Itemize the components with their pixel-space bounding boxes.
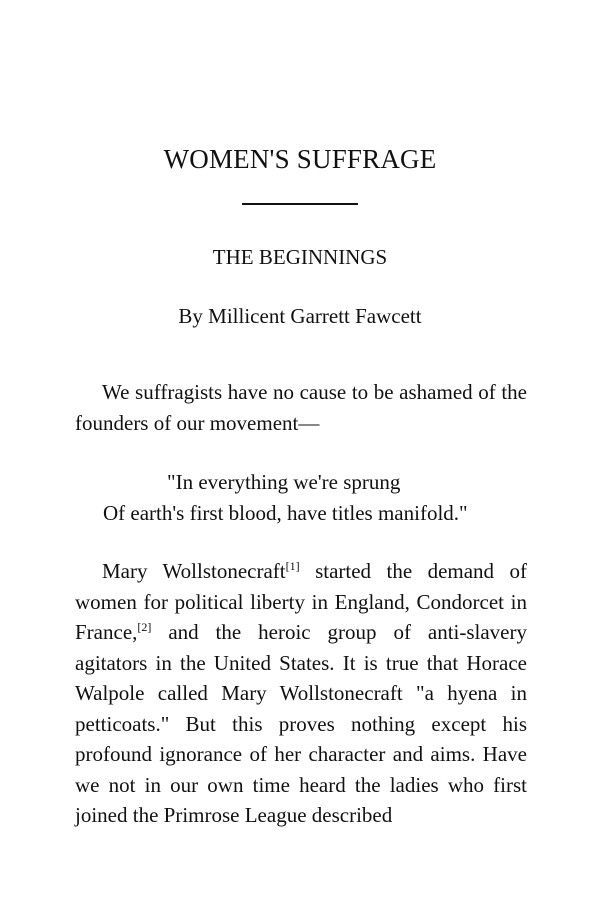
chapter-subtitle: THE BEGINNINGS [212, 245, 388, 269]
paragraph-text-part-1: Mary Wollstonecraft [102, 559, 286, 583]
author-byline: By Millicent Garrett Fawcett [178, 304, 422, 328]
verse-quote [75, 467, 527, 528]
opening-paragraph: We suffragists have no cause to be ashamed of the founders of our movement— [75, 380, 527, 435]
paragraph-text-part-2: started the demand of women for political liberty in England, Condorcet in France, [75, 559, 527, 644]
footnote-reference-2[interactable]: [2] [137, 620, 152, 634]
title-divider [242, 203, 358, 205]
paragraph-text-part-3: and the heroic group of anti-slavery agitators in the United States. It is true that Horace Walpole called Mary Wollstonecraft "a hyena in petticoats." But this proves nothing except his profound ignorance of her character and aims. Have we not in our own time heard the ladies who first joined the Primrose League described [75, 620, 527, 827]
footnote-reference-1[interactable]: [1] [285, 559, 300, 573]
verse-line-2: Of earth's first blood, have titles manifold." [103, 500, 468, 525]
chapter-title: WOMEN'S SUFFRAGE [163, 144, 437, 174]
verse-line-1: "In everything we're sprung [167, 470, 401, 494]
second-paragraph [75, 556, 527, 831]
